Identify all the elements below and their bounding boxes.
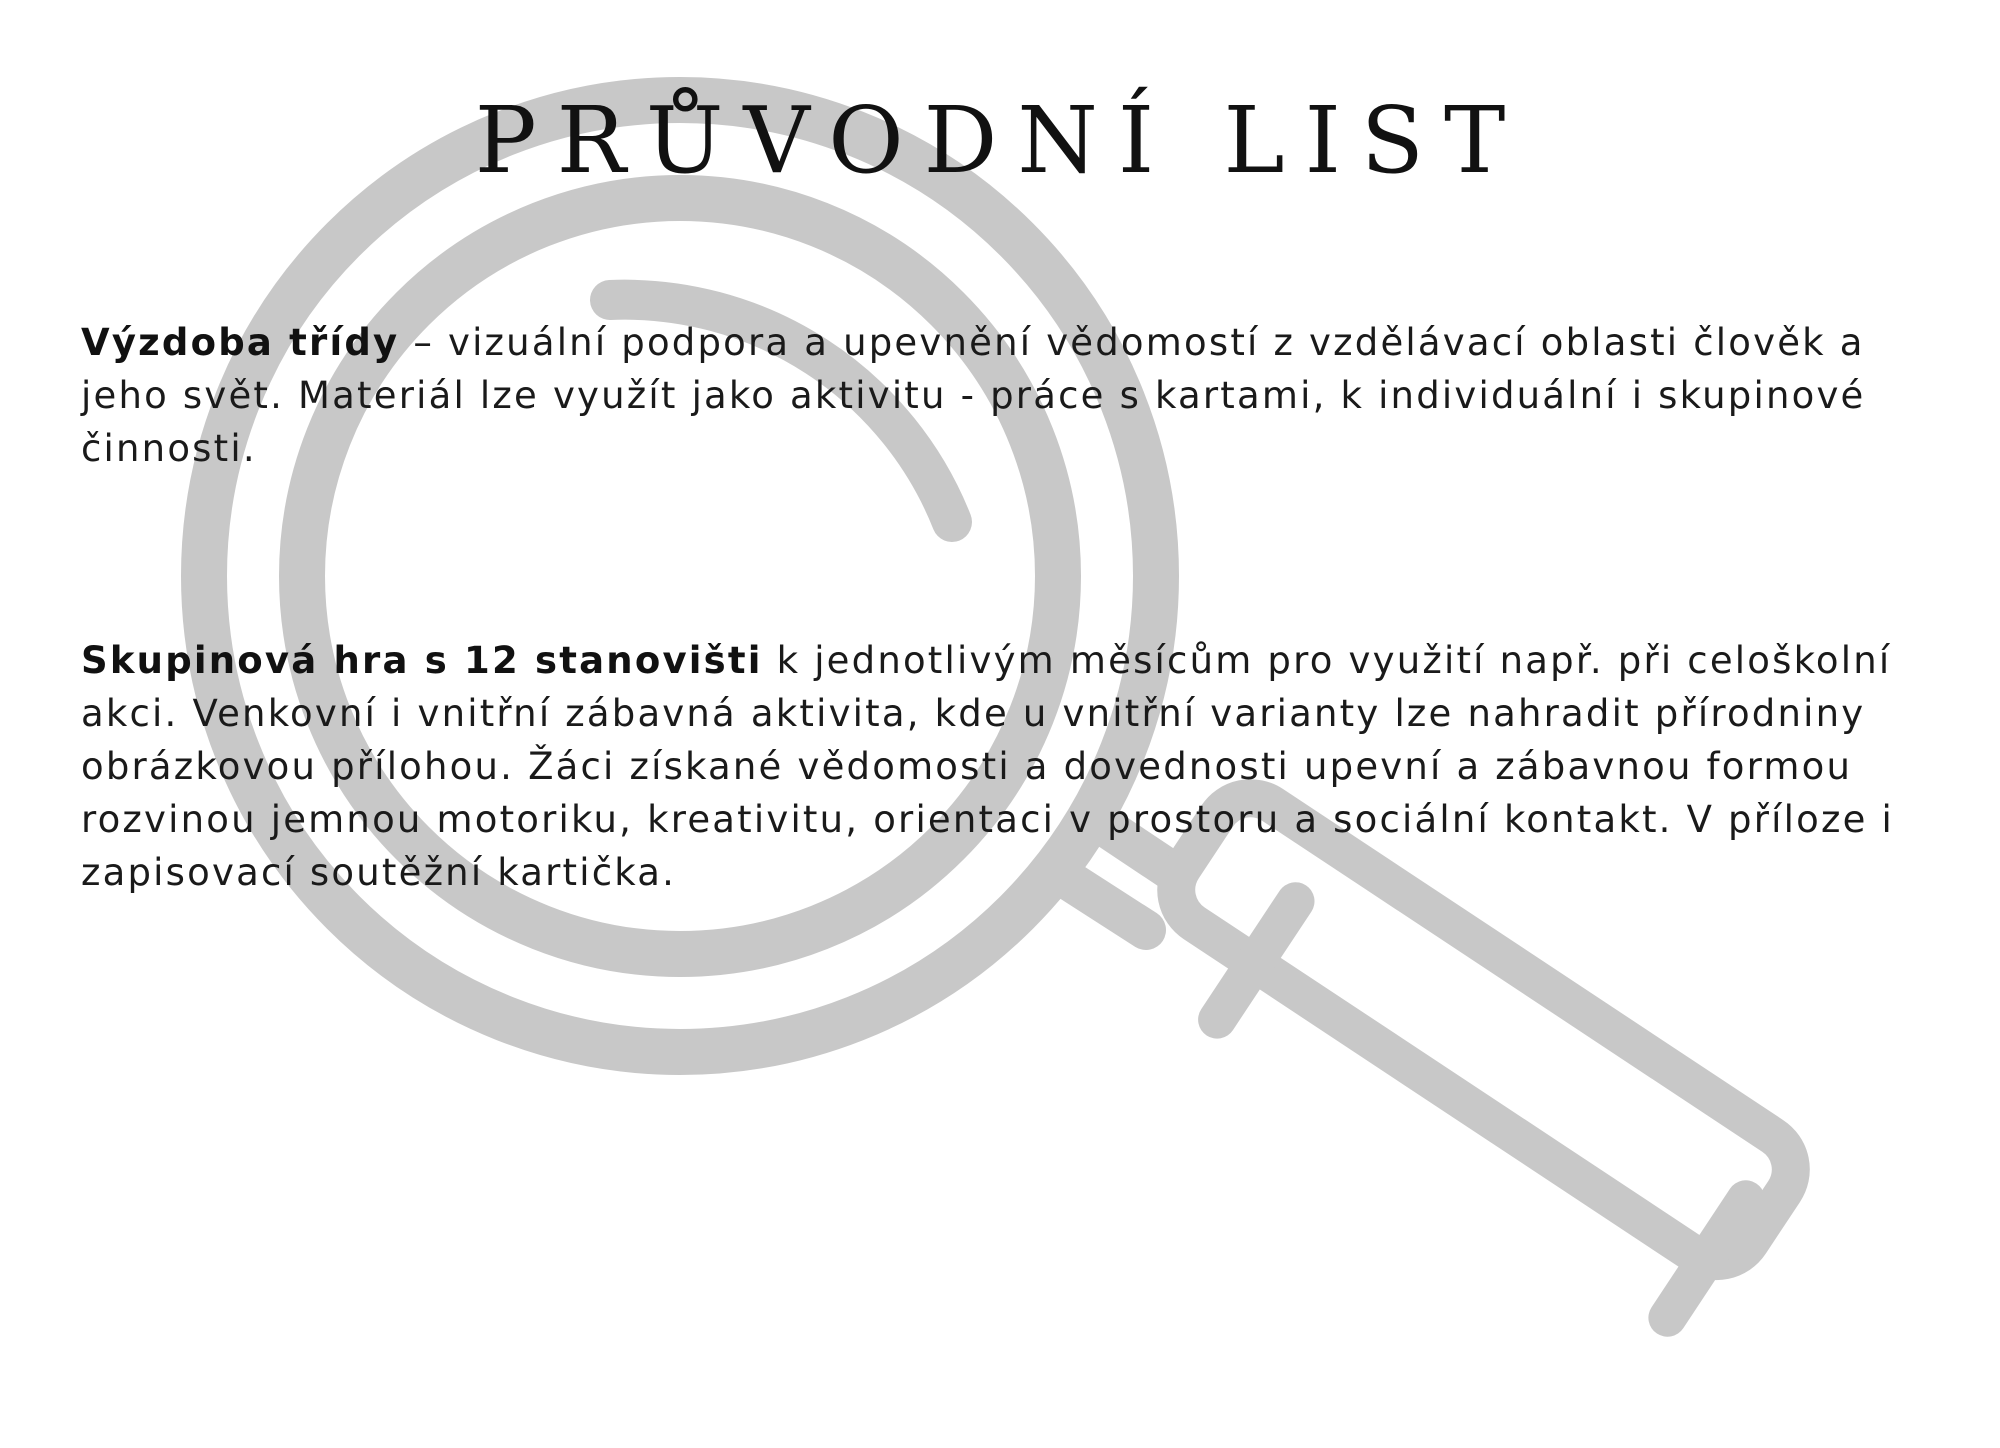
section-text: k jednotlivým měsícům pro využití např. při celoškolní akci. Venkovní i vnitřní zábavná aktivita, kde u vnitřní varianty lze nahradit přírodniny obrázkovou přílohou. Žáci získané vědomosti a dovednosti upevní a zábavnou formou rozvinou jemnou motoriku, kreativitu, orientaci v prostoru a sociální kontakt. V příloze i zapisovací soutěžní kartička.	[81, 639, 1894, 894]
section-heading: Skupinová hra s 12 stanovišti	[81, 639, 763, 682]
section-text: – vizuální podpora a upevnění vědomostí z vzdělávací oblasti člověk a jeho svět. Materiál lze využít jako aktivitu - práce s kartami, k individuální i skupinové činnosti.	[81, 321, 1866, 470]
section-group-game	[81, 634, 1943, 899]
section-decoration	[81, 316, 1943, 475]
section-heading: Výzdoba třídy	[81, 321, 400, 364]
magnifier-outer-ring	[204, 100, 1156, 1052]
page-title: PRŮVODNÍ LIST	[474, 87, 1526, 194]
